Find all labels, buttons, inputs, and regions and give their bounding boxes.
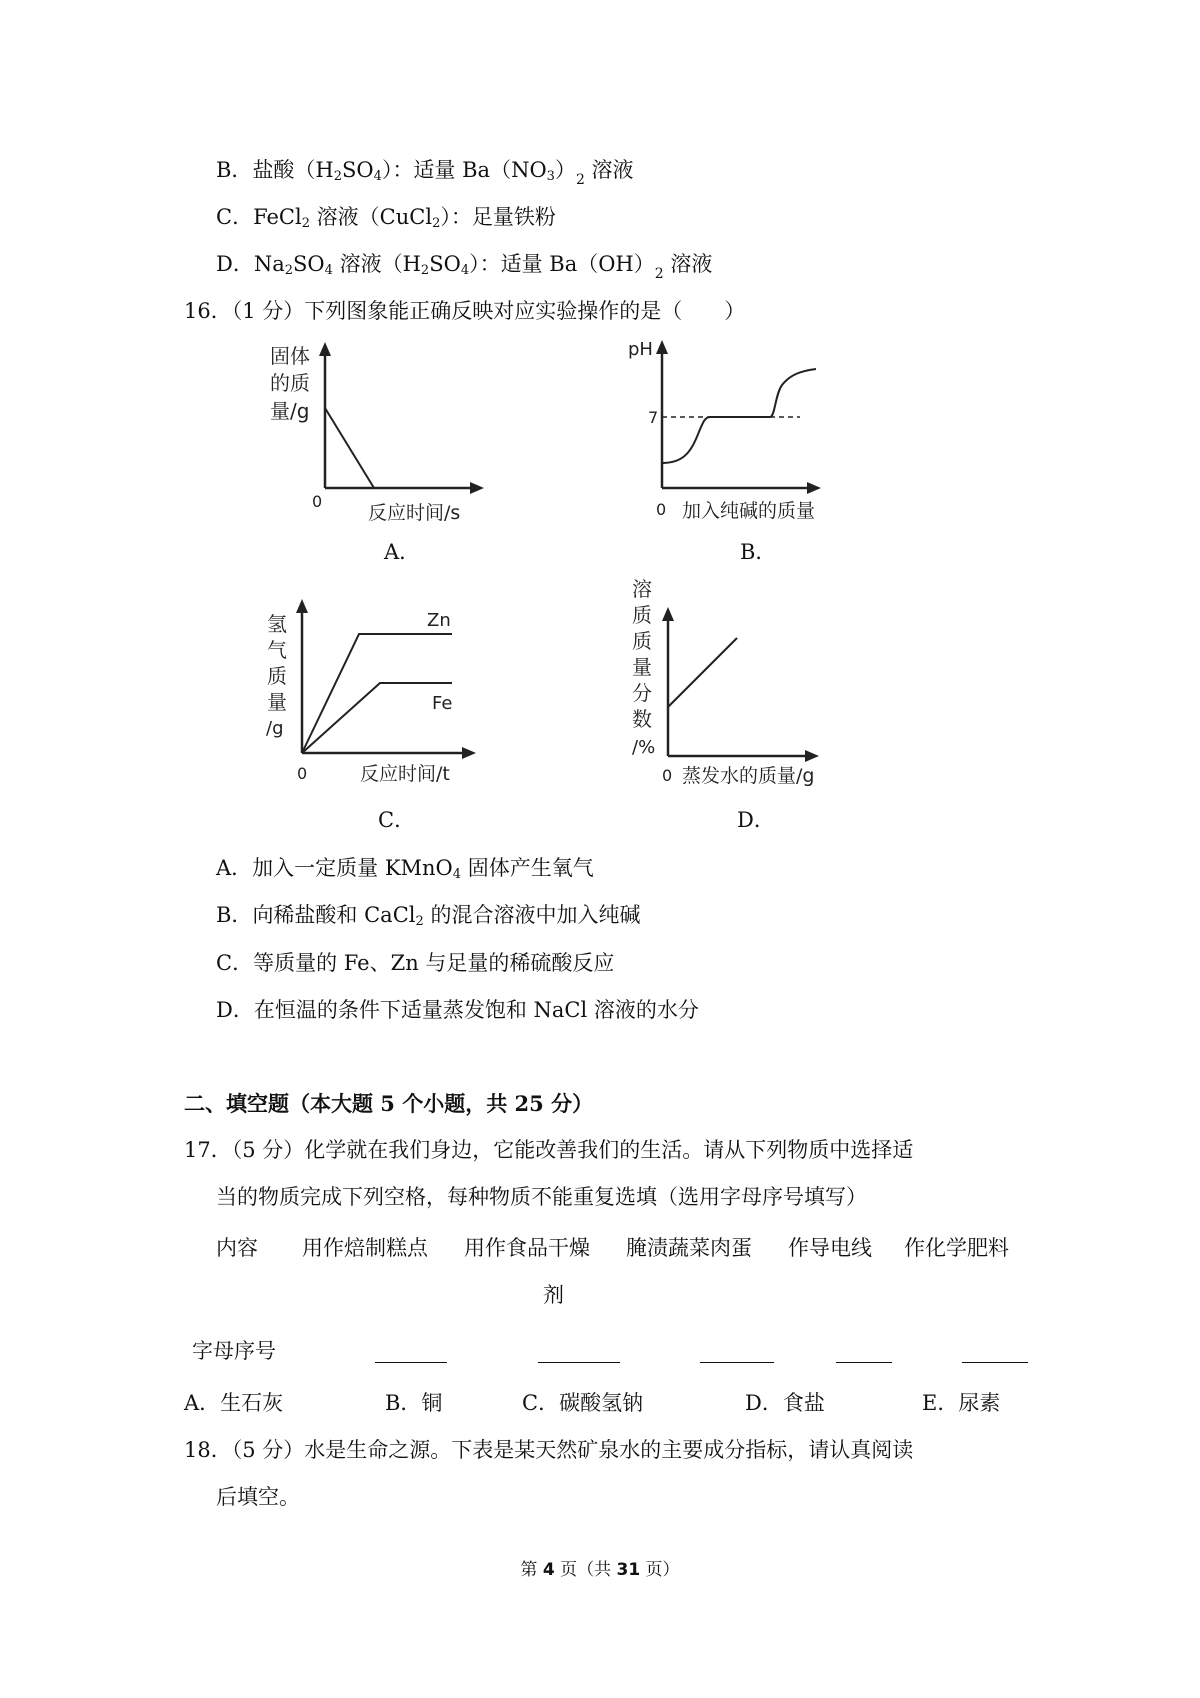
graph-c	[262, 596, 492, 791]
graph-b	[620, 335, 830, 530]
graph-c-origin: 0	[297, 764, 308, 783]
graph-c-ylabel-5: /g	[266, 718, 284, 739]
graph-c-caption: C．	[378, 808, 416, 832]
q17-table-col-3: 腌渍蔬菜肉蛋	[626, 1236, 752, 1260]
q17-table-col-2: 用作食品干燥	[464, 1236, 590, 1260]
graph-c-xlabel: 反应时间/t	[360, 763, 450, 785]
q18-stem-line1: 18．（5 分）水是生命之源。下表是某天然矿泉水的主要成分指标，请认真阅读	[184, 1438, 914, 1462]
graph-d-origin: 0	[662, 766, 673, 785]
graph-b-origin: 0	[656, 500, 667, 519]
graph-c-ylabel-1: 氢	[267, 612, 287, 636]
footer-total-pages: 31	[616, 1560, 641, 1580]
graph-a-x-arrow	[470, 482, 484, 494]
graph-d-y-arrow	[662, 607, 674, 621]
q17-stem-line1: 17．（5 分）化学就在我们身边，它能改善我们的生活。请从下列物质中选择适	[184, 1138, 914, 1162]
graph-c-zn-line	[302, 634, 452, 753]
graph-d-ylabel-5: 分	[632, 681, 652, 705]
q17-table-col-5: 作化学肥料	[904, 1236, 1009, 1260]
graph-c-y-arrow	[296, 599, 308, 613]
q16-option-a: A．加入一定质量 KMnO$_4$ 固体产生氧气	[216, 856, 594, 882]
q17-blank-1[interactable]	[375, 1362, 447, 1363]
q17-blank-4[interactable]	[836, 1362, 892, 1363]
graph-d-caption: D．	[737, 808, 775, 832]
q17-blank-5[interactable]	[962, 1362, 1028, 1363]
graph-b-xlabel: 加入纯碱的质量	[682, 500, 816, 522]
q16-option-b: B．向稀盐酸和 CaCl$_2$ 的混合溶液中加入纯碱	[216, 903, 641, 929]
graph-d-ylabel-7: /%	[632, 737, 656, 758]
graph-a-curve	[325, 408, 374, 488]
q17-table-header-label: 内容	[216, 1236, 258, 1260]
q17-choice-c: C．碳酸氢钠	[522, 1391, 644, 1415]
q17-table-row-label: 字母序号	[192, 1339, 276, 1363]
q17-choice-a: A．生石灰	[184, 1391, 284, 1415]
graph-b-ylabel: pH	[628, 339, 653, 360]
graph-c-zn-label: Zn	[427, 610, 451, 631]
graph-d-ylabel-2: 质	[632, 603, 652, 627]
q16-option-c: C．等质量的 Fe、Zn 与足量的稀硫酸反应	[216, 951, 615, 975]
graph-a-ylabel-2: 的质	[270, 371, 310, 395]
footer-page-number: 4	[542, 1560, 555, 1580]
graph-c-ylabel-4: 量	[267, 690, 287, 714]
graph-c-ylabel-3: 质	[267, 664, 287, 688]
graph-d-ylabel-6: 数	[632, 707, 652, 731]
graph-a-caption: A．	[384, 540, 421, 564]
graph-d-curve	[668, 638, 737, 707]
graph-d-ylabel-3: 质	[632, 629, 652, 653]
graph-c-ylabel-2: 气	[267, 638, 287, 662]
graph-d-ylabel-1: 溶	[632, 577, 652, 601]
graph-a-y-arrow	[319, 342, 331, 356]
graph-d-x-arrow	[805, 750, 819, 762]
q17-table-col-1: 用作焙制糕点	[302, 1236, 428, 1260]
q17-choice-b: B．铜	[385, 1391, 443, 1415]
graph-a-ylabel-3: 量/g	[270, 399, 310, 423]
section-2-title: 二、填空题（本大题 5 个小题，共 25 分）	[184, 1091, 594, 1116]
graph-a	[260, 340, 490, 530]
graph-b-curve	[662, 369, 816, 463]
q17-choice-d: D．食盐	[745, 1391, 825, 1415]
q18-stem-line2: 后填空。	[216, 1485, 300, 1509]
graph-b-x-arrow	[807, 482, 821, 494]
graph-b-y-arrow	[656, 340, 668, 354]
page-footer: 第 4 页（共 31 页）	[520, 1560, 680, 1580]
q17-choice-e: E．尿素	[922, 1391, 1001, 1415]
q15-option-d: D．$Na_2SO_4$ 溶液$(H_2SO_4)$：适量 $Ba(OH)_2$ 溶液	[216, 252, 713, 282]
q15-option-b: B．盐酸$(H_2SO_4)$：适量 $Ba(NO_3)_2$ 溶液	[216, 158, 634, 188]
graph-c-x-arrow	[462, 747, 476, 759]
q17-table-col-4: 作导电线	[788, 1236, 872, 1260]
graph-b-caption: B．	[740, 540, 777, 564]
q15-option-c: C．FeCl$_2$ 溶液（CuCl$_2$）：足量铁粉	[216, 205, 556, 231]
q16-option-d: D．在恒温的条件下适量蒸发饱和 NaCl 溶液的水分	[216, 998, 699, 1022]
q17-stem-line2: 当的物质完成下列空格，每种物质不能重复选填（选用字母序号填写）	[216, 1185, 867, 1209]
q17-blank-2[interactable]	[538, 1362, 620, 1363]
graph-c-fe-line	[302, 683, 452, 753]
graph-a-origin: 0	[312, 492, 323, 511]
q17-table-col-2-wrap: 剂	[543, 1283, 564, 1307]
graph-d	[620, 576, 840, 791]
graph-d-xlabel: 蒸发水的质量/g	[682, 765, 815, 787]
graph-b-tick-7: 7	[648, 408, 659, 427]
graph-a-ylabel-1: 固体	[270, 344, 310, 368]
q17-blank-3[interactable]	[700, 1362, 774, 1363]
graph-a-xlabel: 反应时间/s	[368, 502, 461, 524]
q16-stem: 16．（1 分）下列图象能正确反映对应实验操作的是（ ）	[184, 299, 746, 323]
graph-c-fe-label: Fe	[432, 693, 453, 714]
graph-d-ylabel-4: 量	[632, 655, 652, 679]
